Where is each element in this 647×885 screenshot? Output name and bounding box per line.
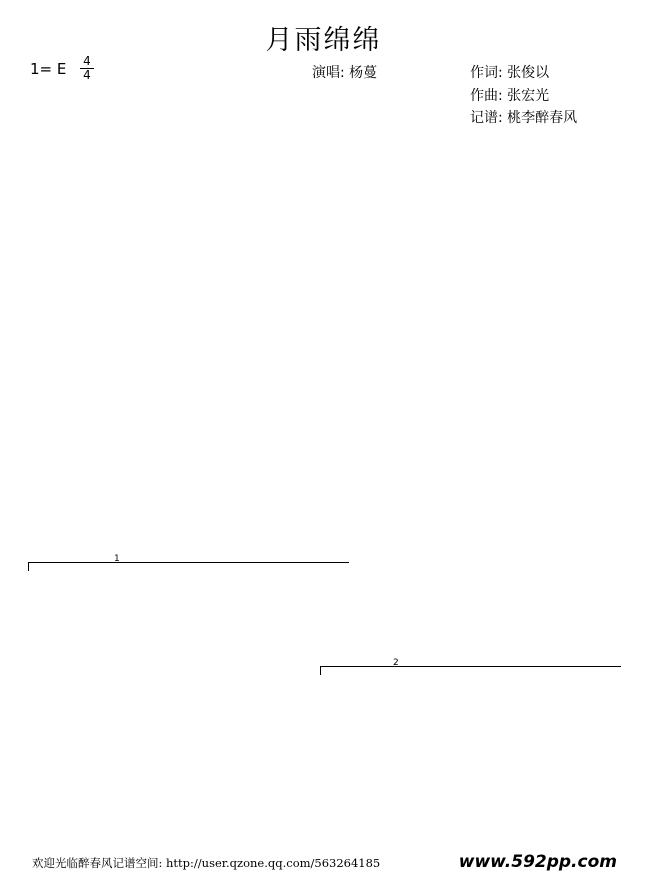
volta-bracket-1: 1 <box>28 562 349 571</box>
lyricist-credit: 作词: 张俊以 <box>470 65 550 81</box>
meter-bottom: 4 <box>83 68 91 82</box>
time-signature <box>80 56 94 81</box>
song-title: 月雨绵绵 <box>265 25 382 56</box>
brand-watermark: www.592pp.com <box>458 852 617 872</box>
footer-text: 欢迎光临醉春风记谱空间: http://user.qzone.qq.com/563264185 <box>32 856 381 870</box>
composer-credit: 作曲: 张宏光 <box>470 88 550 104</box>
key-signature: 1= E <box>30 60 67 78</box>
volta-bracket-2: 2 <box>320 666 621 675</box>
transcriber-credit: 记谱: 桃李醉春风 <box>470 110 578 126</box>
singer-credit: 演唱: 杨蔓 <box>312 65 378 81</box>
meter-top: 4 <box>83 54 91 68</box>
